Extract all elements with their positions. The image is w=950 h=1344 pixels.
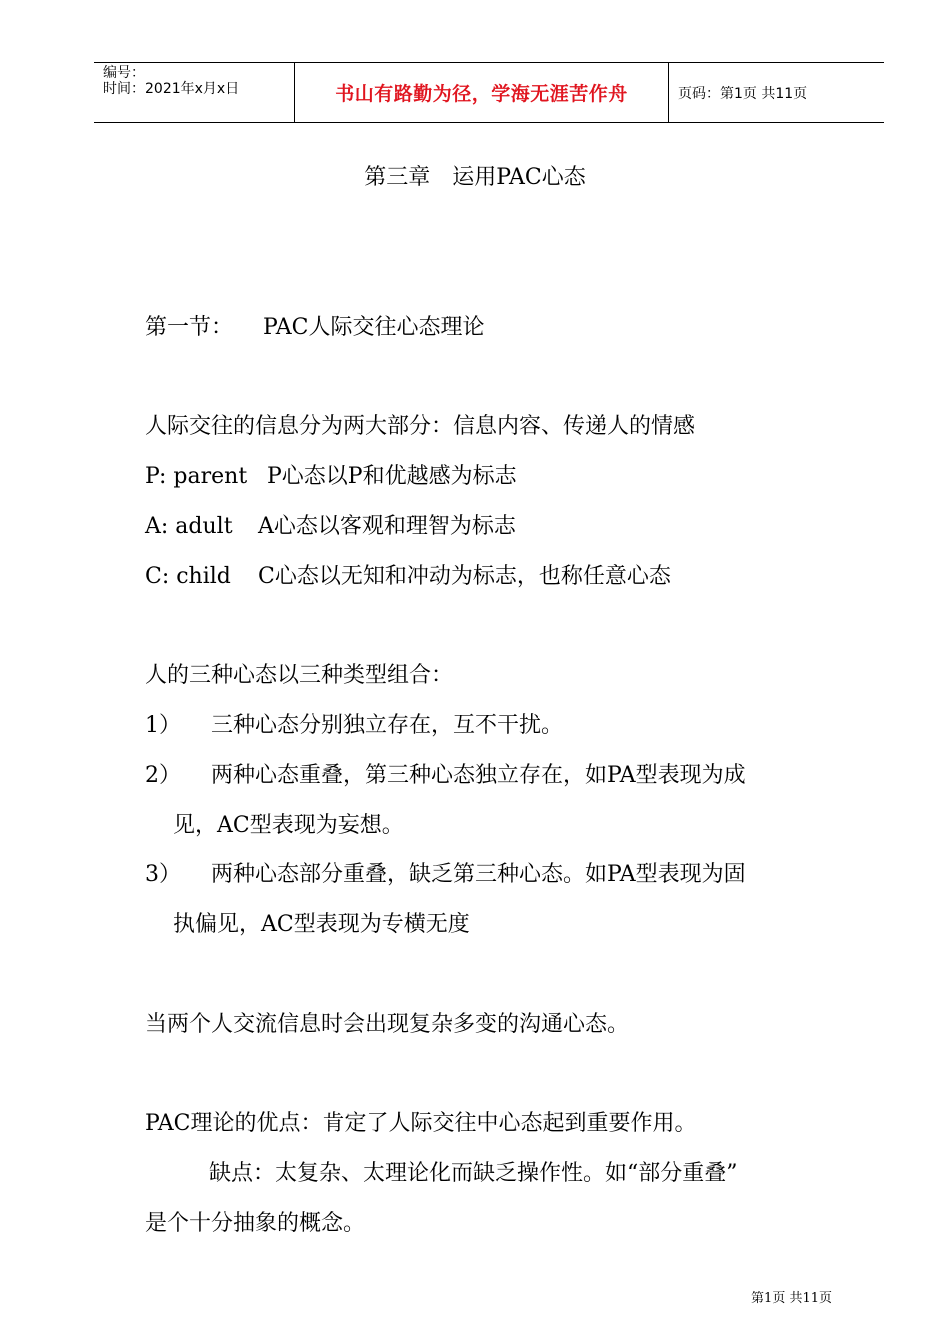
combo-number: 1） [145,713,181,738]
cons-paragraph: 缺点：太复杂、太理论化而缺乏操作性。如“部分重叠” [209,1161,738,1186]
combo-item-1 [145,710,563,742]
header-motto-cell [295,63,669,122]
page-footer: 第1页 共11页 [751,1291,832,1306]
motto: 书山有路勤为径，学海无涯苦作舟 [335,83,628,105]
combo-item-2 [145,760,746,792]
communication-paragraph: 当两个人交流信息时会出现复杂多变的沟通心态。 [145,1012,630,1037]
cons-paragraph-continued: 是个十分抽象的概念。 [145,1211,366,1236]
combo-text: 两种心态重叠，第三种心态独立存在，如PA型表现为成 [211,763,746,788]
section-title [145,312,485,344]
header-meta [94,63,295,122]
pac-item-parent [145,461,517,493]
combo-number: 3） [145,862,181,887]
page-label: 页码：第1页 共11页 [678,85,808,102]
pac-desc: A心态以客观和理智为标志 [258,514,516,539]
page-header [94,62,884,123]
pac-item-adult [145,511,516,543]
chapter-number: 第三章 [364,165,431,190]
intro-paragraph: 人际交往的信息分为两大部分：信息内容、传递人的情感 [145,414,696,439]
header-page-cell [669,63,884,122]
pac-desc: P心态以P和优越感为标志 [267,464,517,489]
combo-item-2-continued: 见，AC型表现为妄想。 [173,813,404,838]
chapter-name: 运用PAC心态 [452,165,586,190]
time-label: 时间：2021年x月x日 [103,81,240,97]
pac-key: P: parent [145,464,248,489]
pac-key: A: adult [145,514,233,539]
pac-key: C: child [145,564,231,589]
combo-number: 2） [145,763,181,788]
combo-text: 三种心态分别独立存在，互不干扰。 [211,713,564,738]
chapter-title [0,162,950,194]
pac-desc: C心态以无知和冲动为标志，也称任意心态 [258,564,671,589]
section-name: PAC人际交往心态理论 [263,315,485,340]
number-label: 编号： [103,65,145,81]
combo-item-3 [145,859,746,891]
pac-item-child [145,561,671,593]
combo-text: 两种心态部分重叠，缺乏第三种心态。如PA型表现为固 [211,862,746,887]
combos-intro: 人的三种心态以三种类型组合： [145,663,454,688]
pros-paragraph: PAC理论的优点：肯定了人际交往中心态起到重要作用。 [145,1111,697,1136]
combo-item-3-continued: 执偏见，AC型表现为专横无度 [173,912,470,937]
section-prefix: 第一节： [145,315,234,340]
